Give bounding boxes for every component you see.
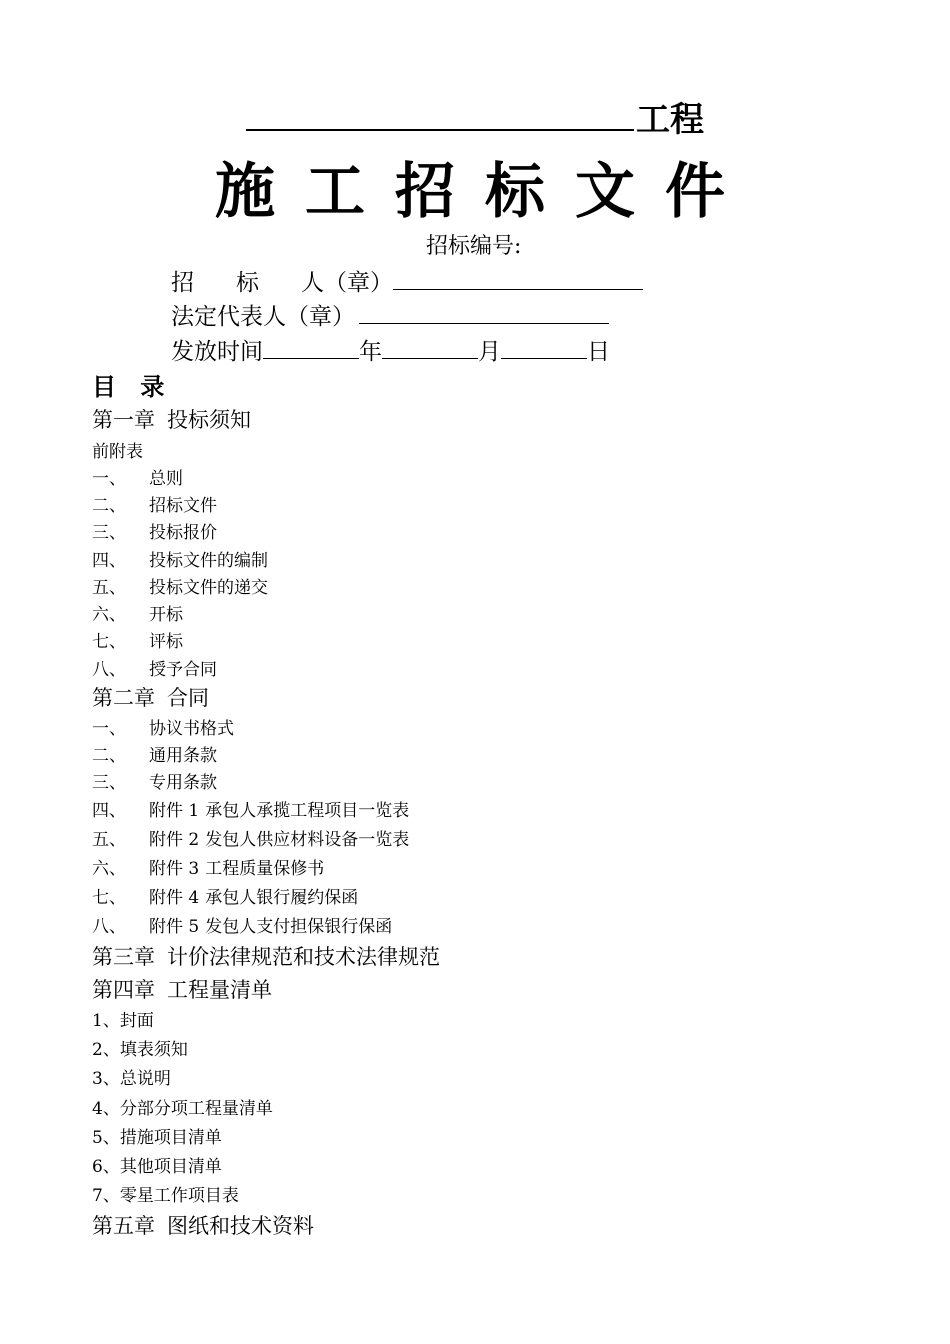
list-item: 二、 招标文件: [92, 496, 217, 516]
project-name-blank[interactable]: [246, 93, 634, 131]
chapter-1-preface: 前附表: [92, 442, 143, 462]
main-title: 施工招标文件: [215, 157, 755, 227]
list-item: 八、 授予合同: [92, 660, 217, 680]
chapter-5-heading: [92, 1210, 314, 1240]
bid-number-label: 招标编号:: [426, 234, 522, 259]
chapter-5-title: 图纸和技术资料: [167, 1214, 314, 1238]
list-item: 四、 投标文件的编制: [92, 551, 268, 571]
chapter-1-heading: [92, 404, 251, 434]
legal-rep-line: [171, 298, 609, 331]
list-item: 7、零星工作项目表: [92, 1186, 239, 1206]
project-suffix: 工程: [636, 100, 704, 140]
year-blank[interactable]: [263, 334, 359, 359]
list-item: 3、总说明: [92, 1069, 171, 1089]
chapter-2-number: 第二章: [92, 686, 155, 710]
tenderer-seal-label: （章）: [324, 270, 393, 296]
chapter-3-title: 计价法律规范和技术法律规范: [167, 945, 440, 969]
list-item: 一、 协议书格式: [92, 719, 234, 739]
tenderer-line: [171, 264, 643, 297]
chapter-5-number: 第五章: [92, 1214, 155, 1238]
list-item: 二、 通用条款: [92, 746, 217, 766]
chapter-3-heading: [92, 941, 440, 971]
list-item: 七、 附件 4 承包人银行履约保函: [92, 888, 359, 908]
list-item: 五、 附件 2 发包人供应材料设备一览表: [92, 830, 410, 850]
list-item: 七、 评标: [92, 632, 183, 652]
list-item: 四、 附件 1 承包人承揽工程项目一览表: [92, 801, 410, 821]
legal-rep-blank[interactable]: [359, 299, 609, 324]
chapter-4-title: 工程量清单: [167, 978, 272, 1002]
list-item: 一、 总则: [92, 469, 183, 489]
chapter-4-heading: [92, 974, 272, 1004]
tenderer-char-3: 人: [301, 270, 324, 296]
list-item: 八、 附件 5 发包人支付担保银行保函: [92, 917, 393, 937]
year-label: 年: [359, 339, 382, 365]
chapter-2-title: 合同: [167, 686, 209, 710]
day-blank[interactable]: [501, 334, 587, 359]
chapter-4-number: 第四章: [92, 978, 155, 1002]
month-blank[interactable]: [382, 334, 478, 359]
chapter-3-number: 第三章: [92, 945, 155, 969]
chapter-1-title: 投标须知: [167, 408, 251, 432]
issue-time-label: 发放时间: [171, 339, 263, 365]
month-label: 月: [478, 339, 501, 365]
chapter-1-number: 第一章: [92, 408, 155, 432]
list-item: 六、 附件 3 工程质量保修书: [92, 859, 325, 879]
list-item: 5、措施项目清单: [92, 1128, 222, 1148]
legal-rep-label: 法定代表人（章）: [171, 304, 355, 330]
list-item: 六、 开标: [92, 605, 183, 625]
list-item: 2、填表须知: [92, 1040, 188, 1060]
day-label: 日: [587, 339, 610, 365]
tenderer-char-2: 标: [236, 270, 259, 296]
list-item: 五、 投标文件的递交: [92, 578, 268, 598]
list-item: 三、 投标报价: [92, 523, 217, 543]
toc-title: 目 录: [92, 373, 173, 401]
list-item: 4、分部分项工程量清单: [92, 1099, 273, 1119]
list-item: 6、其他项目清单: [92, 1157, 222, 1177]
list-item: 三、 专用条款: [92, 773, 217, 793]
chapter-2-heading: [92, 682, 209, 712]
list-item: 1、封面: [92, 1011, 154, 1031]
tenderer-blank[interactable]: [393, 265, 643, 290]
tenderer-char-1: 招: [171, 270, 194, 296]
issue-time-line: [171, 333, 610, 366]
project-title-line: [246, 92, 704, 141]
